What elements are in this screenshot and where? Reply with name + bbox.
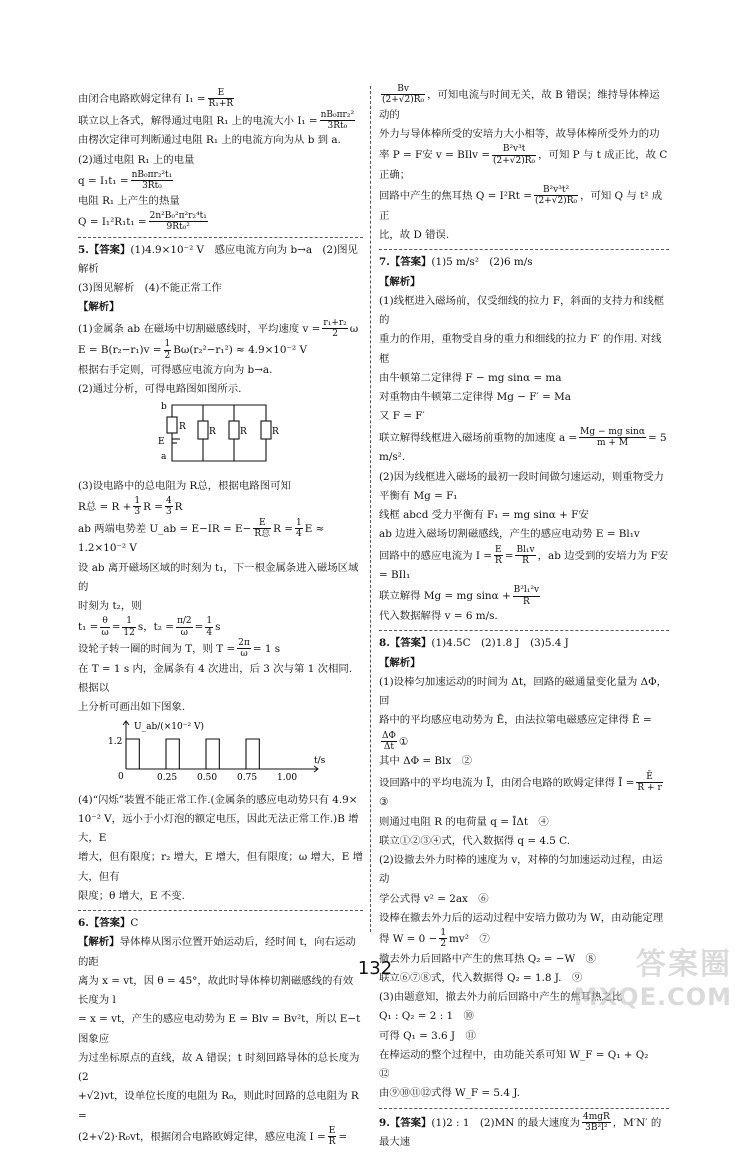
text-line: 在 T = 1 s 内，金属条有 4 次进出，后 3 次与第 1 次相同. 根据以 xyxy=(78,662,353,694)
circuit-label-r: R xyxy=(240,427,247,438)
text-line: 时刻为 t₂，则 xyxy=(78,600,142,612)
text-line: 得 W = 0 − $\frac{1}{2}$ mv² ⑦ xyxy=(379,928,490,950)
text-line: 上分析可画出如下图象. xyxy=(78,701,186,714)
text-line: 由⑨⑩⑪⑫式得 W_F = 5.4 J. xyxy=(379,1087,520,1100)
graph-y-value: 1.2 xyxy=(108,737,123,748)
text-line: 设回路中的平均电流为 Ī，由闭合电路的欧姆定律得 Ī = $\frac{Ē}{R + r}$ xyxy=(379,771,662,793)
circuit-label-b: b xyxy=(161,402,167,413)
text-line: (1)设棒匀加速运动的时间为 Δt，回路的磁通量变化量为 ΔΦ，回 xyxy=(379,675,668,708)
answer-line: 6.【答案】C xyxy=(78,917,139,930)
watermark-logo: 答案圈 xyxy=(636,947,732,982)
page-number: 132 xyxy=(357,958,393,979)
analysis-label: 【解析】 xyxy=(78,301,120,314)
text-line: 路中的平均感应电动势为 Ē，由法拉第电磁感应定律得 Ē = $\frac{\Delta\Phi}{\Delta t}$ ① xyxy=(379,714,652,752)
text-line: +√2)vt，设单位长度的电阻为 R₀，则此时回路的总电阻为 R = xyxy=(78,1090,359,1122)
section-divider xyxy=(78,910,363,911)
text-line: 回路中产生的焦耳热 Q = I²Rt = $\frac{\text{B²v³t²}}{\text{(2+√2)R₀}}$ ，可知 Q 与 t² 成正 xyxy=(379,185,663,222)
text-line: 联立解得线框进入磁场前重物的加速度 a = $\frac{\text{Mg − mg sinα}}{m + M}$ = 5 xyxy=(379,426,667,448)
text-line: (2)通过电阻 R₁ 上的电量 xyxy=(78,153,195,166)
voltage-time-graph xyxy=(78,717,363,783)
text-line: 比，故 D 错误. xyxy=(379,229,450,242)
circuit-label-a: a xyxy=(161,452,167,463)
answer-line: 5.【答案】(1)4.9×10⁻² V 感应电流方向为 b→a (2)图见解析 xyxy=(78,243,358,275)
answer-line: 8.【答案】(1)4.5C (2)1.8 J (3)5.4 J xyxy=(379,637,569,650)
section-divider xyxy=(78,237,363,238)
text-line: 重力的作用，重物受自身的重力和细线的拉力 F′ 的作用. 对线框 xyxy=(379,333,662,365)
text-line: 在棒运动的整个过程中，由功能关系可知 W_F = Q₁ + Q₂ ⑫ xyxy=(379,1048,659,1081)
text-line: 设轮子转一圈的时间为 T，则 T = $\frac{2\pi}{\omega}$ = 1 s xyxy=(78,637,281,660)
graph-tick-label: 0.50 xyxy=(197,773,218,784)
text-line: 对重物由牛顿第二定律得 Mg − F′ = Ma xyxy=(379,391,571,404)
text-line: q = I₁t₁ = $\frac{\text{nB₀πr₂²t₁}}{\text{3Rt₀}}$ xyxy=(78,169,173,192)
text-line: 率 P = F安 v = BIlv = $\frac{\text{B²v³t}}{\text{(2+√2)R₀}}$ ，可知 P 与 t 成正比，故 C 正确； xyxy=(379,144,668,181)
text-line: 由楞次定律可判断通过电阻 R₁ 上的电流方向为从 b 到 a. xyxy=(78,134,341,147)
text-line: 【解析】导体棒从图示位置开始运动后，经时间 t，向右运动的距 xyxy=(78,936,356,968)
text-line: 又 F = F′ xyxy=(379,410,425,423)
text-line: (4)“闪烁”装置不能正常工作.(金属条的感应电动势只有 4.9× xyxy=(78,793,358,806)
text-line: 10⁻² V，远小于小灯泡的额定电压，因此无法正常工作.)B 增大，E xyxy=(78,812,359,845)
left-column xyxy=(78,88,363,1148)
section-divider xyxy=(379,1108,669,1109)
text-line: (2)通过分析，可得电路图如图所示. xyxy=(78,383,242,396)
circuit-label-r: R xyxy=(272,427,279,438)
analysis-label: 【解析】 xyxy=(379,656,421,669)
text-line: Q₁ : Q₂ = 2 : 1 ⑩ xyxy=(379,1010,474,1023)
text-line: 为过坐标原点的直线，故 A 错误；t 时刻回路导体的总长度为 (2 xyxy=(78,1051,360,1084)
text-line: 撤去外力后回路中产生的焦耳热 Q₂ = −W ⑧ xyxy=(379,952,596,965)
text-line: 则通过电阻 R 的电荷量 q = ĪΔt ④ xyxy=(379,815,549,828)
text-line: ab 两端电势差 U_ab = E−IR = E− $\frac{E}{\text{R总}}$ R = $\frac{1}{4}$ E ≈ 1.2×10⁻² V xyxy=(78,517,325,555)
text-line: 其中 ΔΦ = Blx ② xyxy=(379,755,473,768)
text-line: (2)因为线框进入磁场的最初一段时间做匀速运动，则重物受力 xyxy=(379,470,664,483)
text-line: E = B(r₂−r₁)v = $\frac{1}{2}$ Bω(r₂²−r₁²) ≈ 4.9×10⁻² V xyxy=(78,339,307,361)
text-line: 回路中的感应电流为 I = $\frac{E}{R}$ = $\frac{\text{Bl₁v}}{R}$ ，ab 边受到的安培力为 F安 xyxy=(379,544,669,566)
circuit-label-r: R xyxy=(179,422,186,433)
text-line: 设棒在撤去外力后的运动过程中安培力做功为 W，由动能定理 xyxy=(379,911,664,924)
text-line: ab 边进入磁场切割磁感线，产生的感应电动势 E = Bl₁v xyxy=(379,528,640,541)
text-line: 由牛顿第二定律得 F − mg sinα = ma xyxy=(379,371,562,384)
analysis-label: 【解析】 xyxy=(379,275,421,288)
column-divider xyxy=(370,86,371,932)
text-line: (3)由题意知，撤去外力前后回路中产生的焦耳热之比 xyxy=(379,991,623,1004)
text-line: 离为 x = vt，因 θ = 45°，故此时导体棒切割磁感线的有效长度为 l xyxy=(78,974,354,1007)
answer-line: 9.【答案】(1)2 : 1 (2)MN 的最大速度为 $\frac{\text{4mgR}}{\text{3B²l²}}$ ，M′N′ 的最大速 xyxy=(379,1111,662,1149)
text-line: 学公式得 v² = 2ax ⑥ xyxy=(379,892,489,905)
text-line: 电阻 R₁ 上产生的热量 xyxy=(78,194,180,207)
text-line: 限度；θ 增大，E 不变. xyxy=(78,889,185,902)
text-line: m/s². xyxy=(379,451,406,464)
graph-y-label: U_ab/(×10⁻² V) xyxy=(134,722,204,733)
watermark xyxy=(574,939,732,1011)
text-line: 由闭合电路欧姆定律有 I₁ = $\frac{E}{\text{R₁+R}}$ xyxy=(78,88,234,110)
text-line: 联立以上各式，解得通过电阻 R₁ 上的电流大小 I₁ = $\frac{\text{nB₀πr₂²}}{\text{3Rt₀}}$ xyxy=(78,109,355,132)
text-line: (2)设撤去外力时棒的速度为 v，对棒的匀加速运动过程，由运动 xyxy=(379,854,663,886)
text-line: 联立解得 Mg = mg sinα + $\frac{\text{B²l₁²v}}{R}$ xyxy=(379,585,540,607)
text-line: 增大，但有限度；r₂ 增大，E 增大，但有限度；ω 增大，E 增大，但有 xyxy=(78,851,363,883)
graph-tick-label: 0.25 xyxy=(157,773,178,784)
text-line: (1)线框进入磁场前，仅受细线的拉力 F，斜面的支持力和线框的 xyxy=(379,294,664,327)
text-line: 可得 Q₁ = 3.6 J ⑪ xyxy=(379,1029,476,1042)
pulse-bar xyxy=(246,739,259,769)
circuit-label-r: R xyxy=(209,427,216,438)
text-line: (1)金属条 ab 在磁场中切割磁感线时，平均速度 v = $\frac{\text{r₁+r₂}}{2}$ ω xyxy=(78,317,359,339)
text-line: 外力与导体棒所受的安培力大小相等，故导体棒所受外力的功 xyxy=(379,127,660,140)
graph-tick-label: 1.00 xyxy=(277,773,298,784)
text-line: 代入数据解得 v = 6 m/s. xyxy=(379,610,498,623)
pulse-bar xyxy=(206,739,219,769)
text-line: = x = vt，产生的感应电动势为 E = Blv = Bv²t，所以 E−t 图象应 xyxy=(78,1013,361,1045)
graph-x-label: t/s xyxy=(314,756,326,767)
answer-line: (3)图见解析 (4)不能正常工作 xyxy=(78,282,222,294)
circuit-label-e: E xyxy=(158,437,165,448)
text-line: (3)设电路中的总电阻为 R总，根据电路图可知 xyxy=(78,479,291,492)
text-line: 线框 abcd 受力平衡有 F₁ = mg sinα + F安 xyxy=(379,509,589,521)
text-line: t₁ = $\frac{\theta}{\omega}$ = $\frac{1}{12}$ s，t₂ = $\frac{\pi/2}{\omega}$ = $\frac{1}{4}$ s xyxy=(78,616,221,638)
graph-tick-label: 0.75 xyxy=(237,773,258,784)
text-line: ③ xyxy=(379,796,389,809)
text-line: R总 = R + $\frac{1}{3}$ R = $\frac{4}{3}$ R xyxy=(78,495,183,518)
pulse-bar xyxy=(166,739,179,769)
text-line: (2+√2)·R₀vt，根据闭合电路欧姆定律，感应电流 I = $\frac{E}{R}$ = xyxy=(78,1125,348,1148)
text-line: 根据右手定则，可得感应电流方向为 b→a. xyxy=(78,363,273,376)
section-divider xyxy=(379,630,669,631)
text-line: 设 ab 离开磁场区域的时刻为 t₁，下一根金属条进入磁场区域的 xyxy=(78,561,359,593)
watermark-url: MXQE.COM xyxy=(573,983,732,1011)
text-line: $\frac{Bv}{\text{(2+√2)R₀}}$ ，可知电流与时间无关，故 B 错误；维持导体棒运动的 xyxy=(379,84,660,121)
text-line: = BIl₁ xyxy=(379,569,411,582)
text-line: 联立①②③④式，代入数据得 q = 4.5 C. xyxy=(379,834,571,847)
circuit-diagram xyxy=(78,399,363,469)
answer-line: 7.【答案】(1)5 m/s² (2)6 m/s xyxy=(379,256,533,269)
text-line: 平衡有 Mg = F₁ xyxy=(379,489,458,502)
text-line: Q = I₁²R₁t₁ = $\frac{\text{2n²B₀²π²r₂⁴t₁}}{\text{9Rt₀²}}$ xyxy=(78,210,207,233)
text-line: 联立⑥⑦⑧式，代入数据得 Q₂ = 1.8 J. ⑨ xyxy=(379,971,583,984)
graph-origin: 0 xyxy=(118,772,124,783)
pulse-bar xyxy=(126,739,139,769)
section-divider xyxy=(379,249,669,250)
